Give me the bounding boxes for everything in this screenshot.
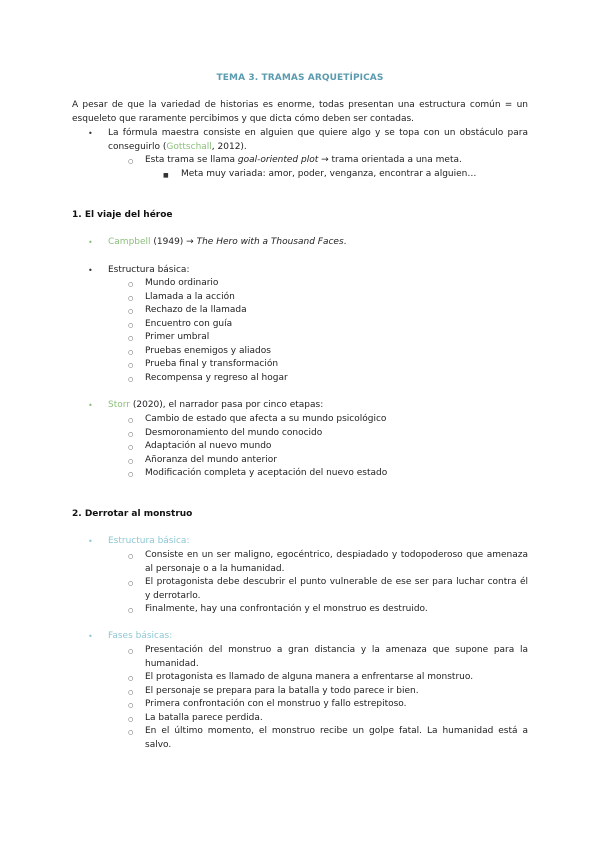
list-item <box>128 698 528 712</box>
list-item-text: El personaje se prepara para la batalla y todo parece ir bien. <box>145 685 419 696</box>
list-item <box>128 576 528 603</box>
list-item-text: Añoranza del mundo anterior <box>145 454 277 465</box>
list-item-text: El protagonista debe descubrir el punto vulnerable de ese ser para luchar contra él y derrotarlo. <box>145 577 528 601</box>
bullet-dot-icon: • <box>88 401 93 410</box>
campbell-bullet <box>88 236 528 250</box>
list-item <box>128 603 528 617</box>
list-item <box>128 427 528 441</box>
circle-bullet-icon: ○ <box>128 417 134 424</box>
list-item-text: La batalla parece perdida. <box>145 712 263 723</box>
circle-bullet-icon: ○ <box>128 348 134 356</box>
list-item-text: Adaptación al nuevo mundo <box>145 441 272 451</box>
circle-bullet-icon: ○ <box>128 308 134 315</box>
list-item <box>128 358 528 372</box>
circle-bullet-icon: ○ <box>128 648 134 655</box>
intro-subsub-text: Meta muy variada: amor, poder, venganza, encontrar a alguien… <box>181 169 477 179</box>
bullet-dot-icon: • <box>88 537 93 546</box>
circle-bullet-icon: ○ <box>128 457 134 465</box>
intro-subsub-bullet <box>163 168 528 182</box>
intro-bullet <box>88 127 528 154</box>
circle-bullet-icon: ○ <box>128 471 134 478</box>
list-item <box>128 644 528 671</box>
list-item <box>128 712 528 726</box>
list-item-text: Mundo ordinario <box>145 278 219 288</box>
list-item-text: El protagonista es llamado de alguna manera a enfrentarse al monstruo. <box>145 672 474 682</box>
bullet-dot-icon: • <box>88 238 93 247</box>
storr-bullet <box>88 399 528 413</box>
circle-bullet-icon: ○ <box>128 321 134 329</box>
list-item <box>128 277 528 291</box>
campbell-book-title: The Hero with a Thousand Faces <box>196 237 344 247</box>
circle-bullet-icon: ○ <box>128 607 134 614</box>
circle-bullet-icon: ○ <box>128 294 134 302</box>
estructura-label: Estructura básica: <box>108 265 190 275</box>
citation-campbell: Campbell <box>108 237 151 247</box>
section2-heading: 2. Derrotar al monstruo <box>72 509 193 519</box>
fases-label: Fases básicas: <box>108 631 173 641</box>
square-bullet-icon: ■ <box>163 172 169 179</box>
circle-bullet-icon: ○ <box>128 375 134 383</box>
list-item-text: Primer umbral <box>145 332 210 342</box>
list-item <box>128 454 528 468</box>
circle-bullet-icon: ○ <box>128 553 134 560</box>
list-item <box>128 671 528 685</box>
circle-bullet-icon: ○ <box>128 430 134 438</box>
circle-bullet-icon: ○ <box>128 580 134 587</box>
estructura-label-2: Estructura básica: <box>108 536 190 546</box>
intro-paragraph: A pesar de que la variedad de historias es enorme, todas presentan una estructura común = un esqueleto que raramente percibimos y que dicta cómo deben ser contadas. <box>72 100 528 124</box>
bullet-dot-icon: • <box>88 129 93 138</box>
list-item-text: Finalmente, hay una confrontación y el monstruo es destruido. <box>145 604 428 614</box>
circle-bullet-icon: ○ <box>128 444 134 451</box>
list-item-text: Recompensa y regreso al hogar <box>145 372 288 383</box>
list-item <box>128 725 528 752</box>
circle-bullet-icon: ○ <box>128 158 134 165</box>
intro-sub-text: Esta trama se llama <box>145 155 238 165</box>
list-item <box>128 291 528 305</box>
list-item <box>128 467 528 481</box>
citation-storr: Storr <box>108 400 130 410</box>
goal-oriented-plot-term: goal-oriented plot <box>237 155 319 165</box>
list-item-text: En el último momento, el monstruo recibe un golpe fatal. La humanidad está a salvo. <box>145 726 528 750</box>
campbell-year: (1949) → <box>150 237 197 247</box>
campbell-period: . <box>343 237 347 247</box>
list-item <box>128 685 528 699</box>
list-item <box>128 304 528 318</box>
estructura-bullet-2 <box>88 535 528 549</box>
list-item-text: Cambio de estado que afecta a su mundo psicológico <box>145 414 387 424</box>
intro-sub-text-end: → trama orientada a una meta. <box>318 155 462 165</box>
circle-bullet-icon: ○ <box>128 729 134 736</box>
list-item <box>128 413 528 427</box>
list-item-text: Consiste en un ser maligno, egocéntrico, despiadado y todopoderoso que amenaza al personaje o a la humanidad. <box>145 550 528 574</box>
intro-sub-bullet <box>128 154 528 168</box>
list-item <box>128 345 528 359</box>
circle-bullet-icon: ○ <box>128 688 134 696</box>
circle-bullet-icon: ○ <box>128 362 134 369</box>
list-item <box>128 549 528 576</box>
circle-bullet-icon: ○ <box>128 335 134 342</box>
bullet-dot-icon: • <box>88 632 93 641</box>
circle-bullet-icon: ○ <box>128 715 134 723</box>
list-item-text: Modificación completa y aceptación del nuevo estado <box>145 468 388 478</box>
circle-bullet-icon: ○ <box>128 281 134 288</box>
list-item <box>128 440 528 454</box>
fases-bullet <box>88 630 528 644</box>
list-item-text: Encuentro con guía <box>145 318 233 329</box>
circle-bullet-icon: ○ <box>128 702 134 709</box>
intro-bullet-text: La fórmula maestra consiste en alguien que quiere algo y se topa con un obstáculo para conseguirlo ( <box>108 128 528 152</box>
citation-gottschall: Gottschall <box>166 141 212 152</box>
section1-heading: 1. El viaje del héroe <box>72 210 173 220</box>
list-item <box>128 372 528 386</box>
list-item-text: Presentación del monstruo a gran distancia y la amenaza que supone para la humanidad. <box>145 645 528 669</box>
list-item-text: Desmoronamiento del mundo conocido <box>145 427 323 438</box>
storr-text: (2020), el narrador pasa por cinco etapas: <box>130 400 324 410</box>
circle-bullet-icon: ○ <box>128 675 134 682</box>
list-item-text: Primera confrontación con el monstruo y fallo estrepitoso. <box>145 699 407 709</box>
estructura-bullet <box>88 264 528 278</box>
intro-bullet-year: , 2012). <box>211 141 247 152</box>
list-item <box>128 318 528 332</box>
page-title: TEMA 3. TRAMAS ARQUETÍPICAS <box>216 73 384 83</box>
list-item <box>128 331 528 345</box>
bullet-dot-icon: • <box>88 266 93 275</box>
list-item-text: Prueba final y transformación <box>145 359 279 369</box>
list-item-text: Pruebas enemigos y aliados <box>145 345 271 356</box>
list-item-text: Llamada a la acción <box>145 291 235 302</box>
list-item-text: Rechazo de la llamada <box>145 305 247 315</box>
